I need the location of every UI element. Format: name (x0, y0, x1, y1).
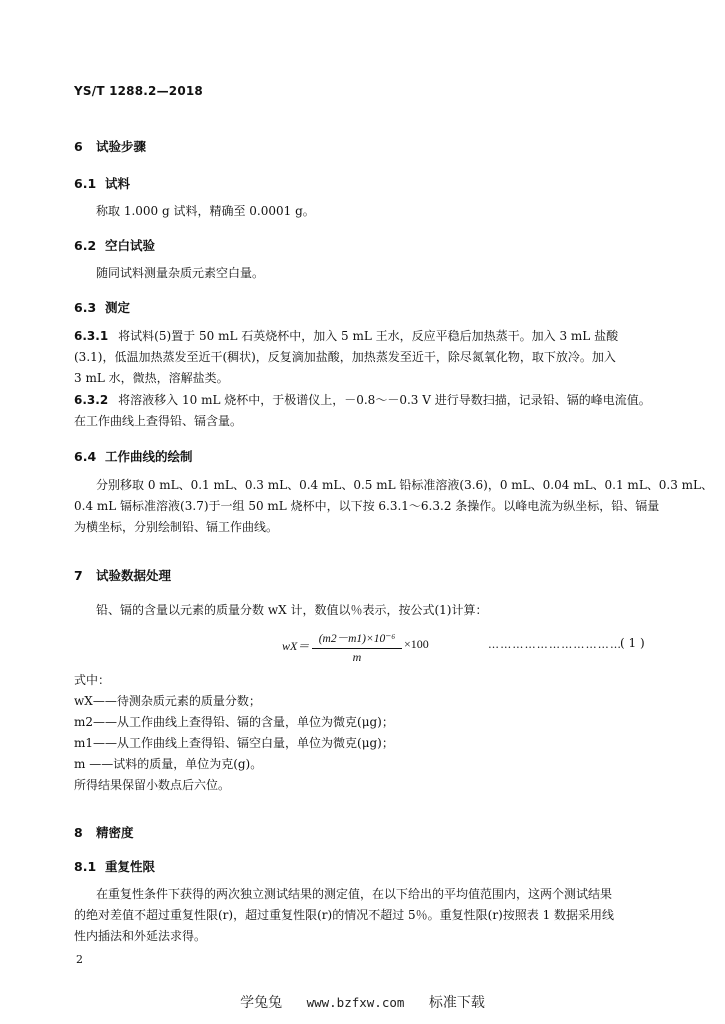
section-title: 空白试验 (105, 238, 156, 253)
definition-line: m ——试料的质量，单位为克(g)。 (74, 757, 263, 771)
section-title: 试验数据处理 (96, 568, 172, 583)
section-title: 试验步骤 (96, 139, 147, 154)
section-number: 6.1 (74, 176, 97, 191)
formula-leader-dots: …………………………… (488, 638, 623, 651)
paragraph-6-4 (74, 475, 713, 538)
section-number: 7 (74, 568, 83, 583)
section-number: 6.3 (74, 300, 97, 315)
section-6-3-heading (74, 298, 130, 316)
paragraph-7-intro: 铅、镉的含量以元素的质量分数 wX 计，数值以％表示，按公式(1)计算： (96, 603, 488, 617)
section-number: 8 (74, 825, 83, 840)
section-6-2-heading (74, 236, 155, 254)
clause-number: 6.3.1 (74, 329, 109, 343)
formula-fraction (312, 630, 402, 665)
formula-lhs: wX＝ (282, 639, 310, 653)
footer-brand: 学兔兔 (240, 995, 283, 1011)
result-note: 所得结果保留小数点后六位。 (74, 778, 231, 792)
section-8-1-heading (74, 857, 155, 875)
section-6-4-heading (74, 447, 193, 465)
text-line: 将溶液移入 10 mL 烧杯中，于极谱仪上，－0.8～－0.3 V 进行导数扫描，记录铅、镉的峰电流值。 (118, 393, 651, 407)
definition-line: m1——从工作曲线上查得铅、镉空白量，单位为微克(μg)； (74, 736, 394, 750)
section-number: 6 (74, 139, 83, 154)
text-line: 性内插法和外延法求得。 (74, 929, 207, 943)
footer-watermark (0, 992, 725, 1012)
text-line: 的绝对差值不超过重复性限(r)，超过重复性限(r)的情况不超过 5％。重复性限(r)按照表 1 数据采用线 (74, 908, 615, 922)
formula-denominator: m (352, 650, 362, 664)
clause-number: 6.3.2 (74, 393, 109, 407)
section-8-heading (74, 823, 134, 841)
paragraph-8-1 (74, 884, 614, 947)
text-line: 在工作曲线上查得铅、镉含量。 (74, 414, 243, 428)
footer-url[interactable]: www.bzfxw.com (306, 995, 405, 1010)
section-6-heading (74, 137, 146, 155)
page-number: 2 (76, 953, 83, 966)
text-line: 3 mL 水，微热，溶解盐类。 (74, 371, 229, 385)
where-label: 式中： (74, 673, 111, 687)
text-line: 为横坐标，分别绘制铅、镉工作曲线。 (74, 520, 279, 534)
text-line: (3.1)，低温加热蒸发至近干(稠状)，反复滴加盐酸，加热蒸发至近干，除尽氮氧化物，取下放冷。加入 (74, 350, 616, 364)
paragraph-6-1: 称取 1.000 g 试料，精确至 0.0001 g。 (96, 204, 315, 218)
paragraph-6-3-2 (74, 390, 651, 432)
section-number: 6.4 (74, 449, 97, 464)
definition-line: m2——从工作曲线上查得铅、镉的含量，单位为微克(μg)； (74, 715, 394, 729)
footer-tagline: 标准下载 (428, 995, 485, 1011)
section-title: 工作曲线的绘制 (105, 449, 193, 464)
section-title: 试料 (105, 176, 131, 191)
section-title: 测定 (105, 300, 131, 315)
section-7-heading (74, 566, 171, 584)
standard-code: YS/T 1288.2—2018 (74, 84, 203, 98)
section-title: 精密度 (96, 825, 134, 840)
section-number: 6.2 (74, 238, 97, 253)
equation-number: ( 1 ) (620, 636, 645, 650)
paragraph-6-2: 随同试料测量杂质元素空白量。 (96, 266, 265, 280)
formula-tail: ×100 (404, 637, 429, 651)
definition-line: wX——待测杂质元素的质量分数； (74, 694, 261, 708)
text-line: 0.4 mL 镉标准溶液(3.7)于一组 50 mL 烧杯中，以下按 6.3.1～6.3.2 条操作。以峰电流为纵坐标，铅、镉量 (74, 499, 660, 513)
section-6-1-heading (74, 174, 130, 192)
section-title: 重复性限 (105, 859, 156, 874)
text-line: 在重复性条件下获得的两次独立测试结果的测定值，在以下给出的平均值范围内，这两个测试结果 (96, 887, 613, 901)
paragraph-6-3-1 (74, 326, 618, 389)
text-line: 将试料(5)置于 50 mL 石英烧杯中，加入 5 mL 王水，反应平稳后加热蒸干。加入 3 mL 盐酸 (118, 329, 619, 343)
formula-numerator: (m2－m1)×10⁻⁶ (312, 630, 402, 649)
section-number: 8.1 (74, 859, 97, 874)
formula-definitions (74, 670, 394, 796)
text-line: 分别移取 0 mL、0.1 mL、0.3 mL、0.4 mL、0.5 mL 铅标准溶液(3.6)，0 mL、0.04 mL、0.1 mL、0.3 mL、 (96, 478, 714, 492)
